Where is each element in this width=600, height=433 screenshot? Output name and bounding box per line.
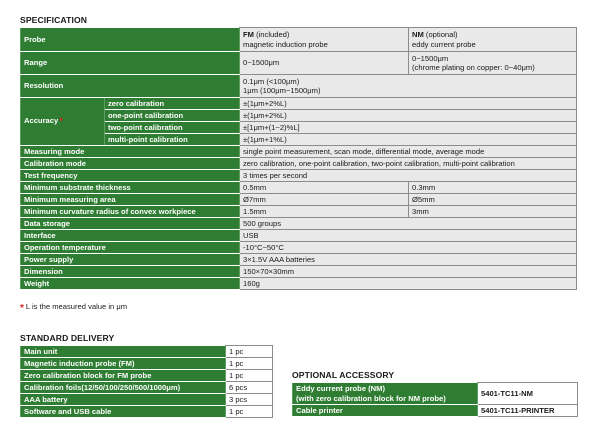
- temperature-label: Operation temperature: [21, 242, 240, 254]
- range-row: [21, 52, 577, 75]
- footnote: [20, 302, 127, 314]
- area-row: [21, 194, 577, 206]
- area-nm: Ø5mm: [409, 194, 577, 206]
- accessory-item-name: Cable printer: [293, 405, 478, 417]
- standard-delivery-table: [20, 345, 273, 418]
- footnote-star: *: [20, 303, 24, 314]
- delivery-item-name: Zero calibration block for FM probe: [21, 370, 226, 382]
- delivery-item-qty: 6 pcs: [226, 382, 273, 394]
- interface-label: Interface: [21, 230, 240, 242]
- range-fm: 0~1500μm: [240, 52, 409, 75]
- weight-label: Weight: [21, 278, 240, 290]
- accuracy-two-point-label: two-point calibration: [105, 122, 240, 134]
- curvature-row: [21, 206, 577, 218]
- accuracy-zero-value: ±(1μm+2%L): [240, 98, 577, 110]
- delivery-item-qty: 3 pcs: [226, 394, 273, 406]
- calibration-mode-value: zero calibration, one-point calibration, two-point calibration, multi-point calibration: [240, 158, 577, 170]
- delivery-item-qty: 1 pc: [226, 346, 273, 358]
- weight-value: 160g: [240, 278, 577, 290]
- accuracy-one-point-value: ±(1μm+2%L): [240, 110, 577, 122]
- test-frequency-value: 3 times per second: [240, 170, 577, 182]
- accessory-item-name: [293, 383, 478, 405]
- nm-desc: eddy current probe: [412, 39, 476, 49]
- storage-label: Data storage: [21, 218, 240, 230]
- probe-label: Probe: [21, 28, 240, 52]
- storage-row: [21, 218, 577, 230]
- delivery-item-qty: 1 pc: [226, 406, 273, 418]
- calibration-mode-label: Calibration mode: [21, 158, 240, 170]
- footnote-text: L is the measured value in μm: [25, 302, 128, 311]
- accuracy-one-point-label: one-point calibration: [105, 110, 240, 122]
- power-value: 3×1.5V AAA batteries: [240, 254, 577, 266]
- delivery-item-name: Software and USB cable: [21, 406, 226, 418]
- weight-row: [21, 278, 577, 290]
- substrate-row: [21, 182, 577, 194]
- specification-title: SPECIFICATION: [20, 15, 88, 25]
- delivery-item-name: Magnetic induction probe (FM): [21, 358, 226, 370]
- calibration-mode-row: [21, 158, 577, 170]
- curvature-fm: 1.5mm: [240, 206, 409, 218]
- measuring-mode-value: single point measurement, scan mode, differential mode, average mode: [240, 146, 577, 158]
- substrate-label: Minimum substrate thickness: [21, 182, 240, 194]
- accuracy-row-multi-point: [21, 134, 577, 146]
- curvature-label: Minimum curvature radius of convex workpiece: [21, 206, 240, 218]
- accessory-item-code: 5401-TC11-NM: [478, 383, 578, 405]
- range-label: Range: [21, 52, 240, 75]
- measuring-mode-row: [21, 146, 577, 158]
- accuracy-multi-point-label: multi-point calibration: [105, 134, 240, 146]
- optional-accessory-title: OPTIONAL ACCESSORY: [292, 370, 395, 380]
- accessory-name-line1: Eddy current probe (NM): [296, 384, 386, 394]
- accessory-name-line2: (with zero calibration block for NM probe): [296, 393, 446, 403]
- delivery-row: [21, 370, 273, 382]
- accuracy-row-zero: [21, 98, 577, 110]
- resolution-row: [21, 75, 577, 98]
- curvature-nm: 3mm: [409, 206, 577, 218]
- measuring-mode-label: Measuring mode: [21, 146, 240, 158]
- substrate-fm: 0.5mm: [240, 182, 409, 194]
- range-nm-line1: 0~1500μm: [412, 53, 449, 63]
- interface-row: [21, 230, 577, 242]
- probe-row: [21, 28, 577, 52]
- dimension-label: Dimension: [21, 266, 240, 278]
- delivery-item-name: Calibration foils(12/50/100/250/500/1000μm): [21, 382, 226, 394]
- resolution-value: [240, 75, 577, 98]
- range-nm-line2: (chrome plating on copper: 0~40μm): [412, 63, 535, 72]
- area-label: Minimum measuring area: [21, 194, 240, 206]
- accessory-item-code: 5401-TC11-PRINTER: [478, 405, 578, 417]
- power-row: [21, 254, 577, 266]
- resolution-line2: 1μm (100μm~1500μm): [243, 86, 321, 95]
- area-fm: Ø7mm: [240, 194, 409, 206]
- delivery-row: [21, 406, 273, 418]
- dimension-value: 150×70×30mm: [240, 266, 577, 278]
- storage-value: 500 groups: [240, 218, 577, 230]
- power-label: Power supply: [21, 254, 240, 266]
- temperature-value: -10°C~50°C: [240, 242, 577, 254]
- accuracy-multi-point-value: ±(1μm+1%L): [240, 134, 577, 146]
- accuracy-row-two-point: [21, 122, 577, 134]
- temperature-row: [21, 242, 577, 254]
- nm-probe-cell: [409, 28, 577, 52]
- optional-accessory-table: [292, 382, 578, 417]
- range-nm: [409, 52, 577, 75]
- resolution-line1: 0.1μm (<100μm): [243, 76, 300, 86]
- accuracy-note-star: *: [59, 116, 63, 127]
- fm-probe-cell: [240, 28, 409, 52]
- delivery-item-qty: 1 pc: [226, 358, 273, 370]
- delivery-row: [21, 346, 273, 358]
- fm-desc: magnetic induction probe: [243, 39, 328, 49]
- accuracy-row-one-point: [21, 110, 577, 122]
- delivery-row: [21, 394, 273, 406]
- delivery-item-name: AAA battery: [21, 394, 226, 406]
- nm-code: NM: [412, 30, 424, 40]
- dimension-row: [21, 266, 577, 278]
- delivery-item-qty: 1 pc: [226, 370, 273, 382]
- fm-code: FM: [243, 30, 254, 40]
- resolution-label: Resolution: [21, 75, 240, 98]
- accuracy-two-point-value: ±[1μm+(1~2)%L]: [240, 122, 577, 134]
- accessory-row: [293, 383, 578, 405]
- accuracy-zero-label: zero calibration: [105, 98, 240, 110]
- substrate-nm: 0.3mm: [409, 182, 577, 194]
- accuracy-label: Accuracy*: [21, 98, 105, 146]
- delivery-row: [21, 382, 273, 394]
- interface-value: USB: [240, 230, 577, 242]
- test-frequency-row: [21, 170, 577, 182]
- accessory-row: [293, 405, 578, 417]
- delivery-item-name: Main unit: [21, 346, 226, 358]
- test-frequency-label: Test frequency: [21, 170, 240, 182]
- delivery-row: [21, 358, 273, 370]
- fm-included: (included): [253, 30, 290, 40]
- specification-table: [20, 27, 577, 290]
- nm-optional: (optional): [423, 30, 458, 40]
- standard-delivery-title: STANDARD DELIVERY: [20, 333, 115, 343]
